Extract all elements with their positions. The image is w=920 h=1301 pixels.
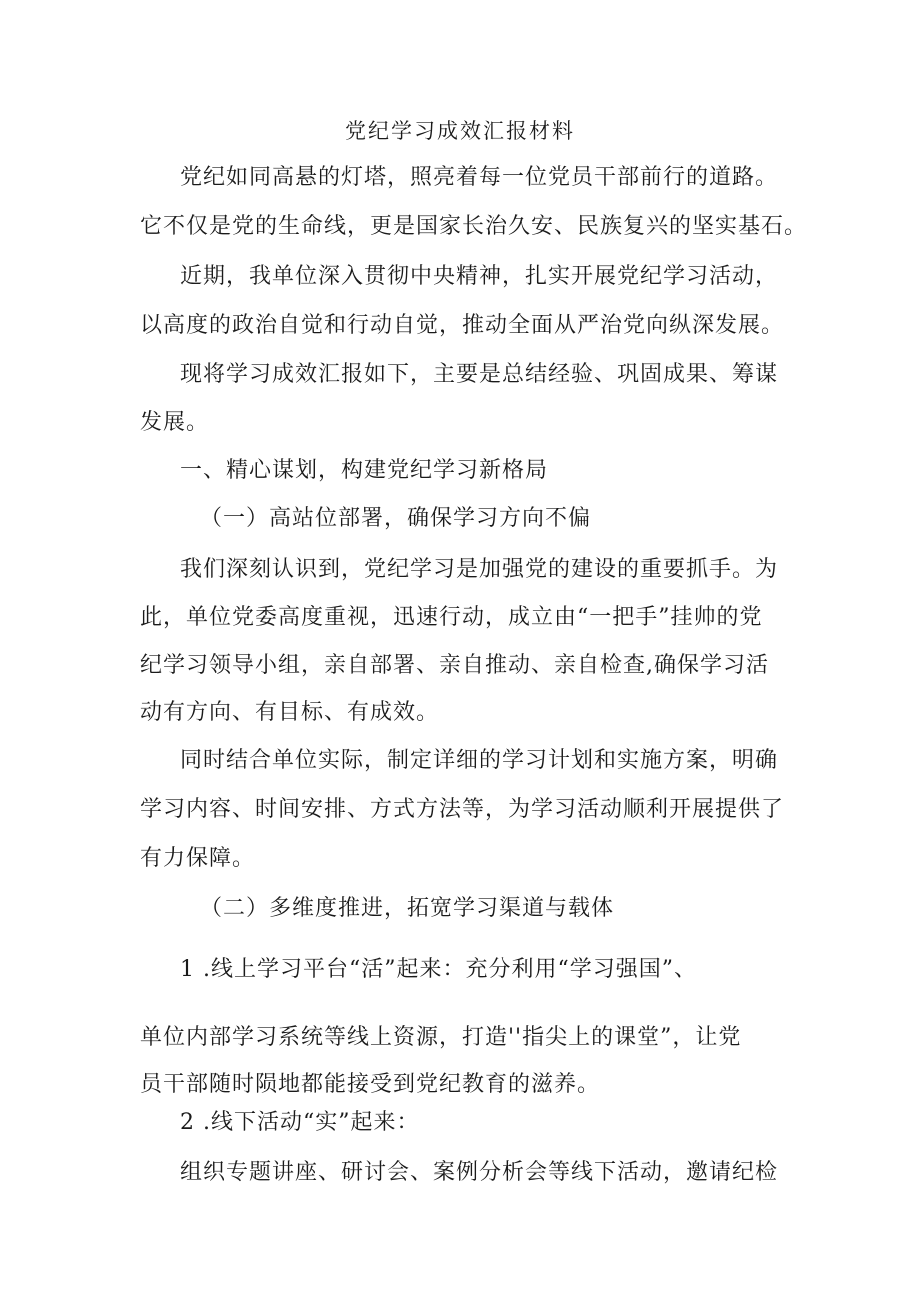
document-title: 党纪学习成效汇报材料 (345, 119, 575, 143)
paragraph-line: 发展。 (140, 410, 210, 435)
paragraph-line: 员干部随时陨地都能接受到党纪教育的滋养。 (140, 1072, 601, 1097)
paragraph-line: 以高度的政治自觉和行动自觉，推动全面从严治党向纵深发展。 (140, 313, 785, 338)
paragraph-line: 纪学习领导小组，亲自部署、亲自推动、亲自检查,确保学习活 (140, 653, 769, 678)
paragraph-line: 此，单位党委高度重视，迅速行动，成立由“一把手”挂帅的党 (140, 605, 763, 630)
paragraph-line: 动有方向、有目标、有成效。 (140, 700, 440, 725)
paragraph-line: 单位内部学习系统等线上资源，打造''指尖上的课堂”，让党 (140, 1025, 742, 1050)
paragraph-line: 2 .线下活动“实”起来： (180, 1110, 420, 1135)
paragraph-line: 它不仅是党的生命线，更是国家长治久安、民族复兴的坚实基石。 (140, 214, 808, 239)
paragraph-line: 我们深刻认识到，党纪学习是加强党的建设的重要抓手。为 (180, 557, 779, 582)
section-heading: 一、精心谋划，构建党纪学习新格局 (180, 458, 549, 483)
subsection-heading: （二）多维度推进，拓宽学习渠道与载体 (200, 896, 615, 921)
paragraph-line: 同时结合单位实际，制定详细的学习计划和实施方案，明确 (180, 748, 779, 773)
paragraph-line: 学习内容、时间安排、方式方法等，为学习活动顺利开展提供了 (140, 797, 785, 822)
paragraph-line: 1 .线上学习平台“活”起来：充分利用“学习强国”、 (180, 957, 697, 982)
subsection-heading: （一）高站位部署，确保学习方向不偏 (200, 506, 592, 531)
paragraph-line: 党纪如同高悬的灯塔，照亮着每一位党员干部前行的道路。 (180, 165, 779, 190)
paragraph-line: 有力保障。 (140, 846, 256, 871)
paragraph-line: 组织专题讲座、研讨会、案例分析会等线下活动，邀请纪检 (180, 1160, 779, 1185)
paragraph-line: 近期，我单位深入贯彻中央精神，扎实开展党纪学习活动， (180, 264, 779, 289)
paragraph-line: 现将学习成效汇报如下，主要是总结经验、巩固成果、筹谋 (180, 362, 779, 387)
